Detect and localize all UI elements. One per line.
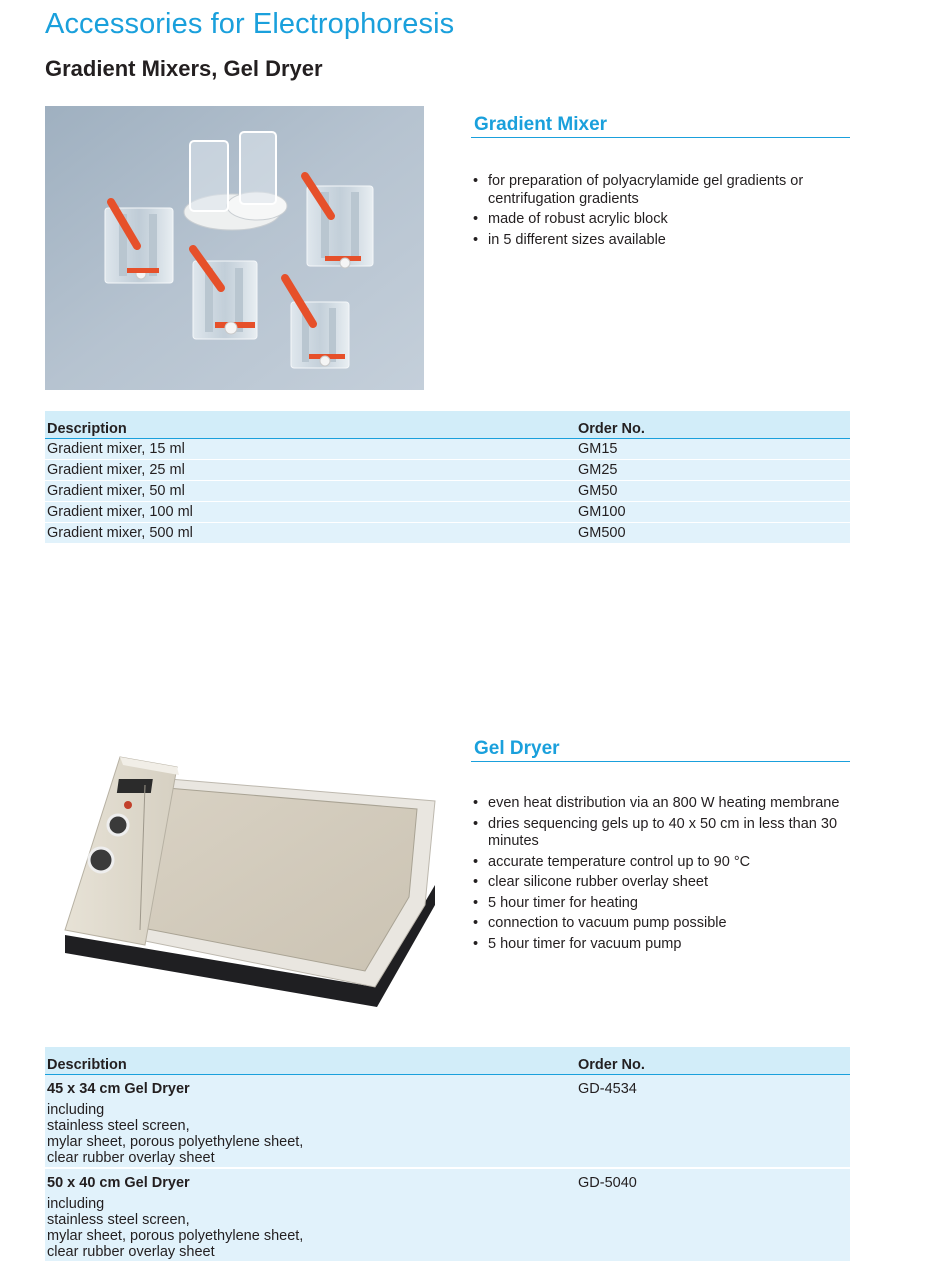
product-includes-cell xyxy=(45,1192,576,1261)
order-no-cell: GD-5040 xyxy=(576,1168,850,1192)
includes-line: mylar sheet, porous polyethylene sheet, xyxy=(47,1133,304,1150)
empty-cell xyxy=(576,1192,850,1261)
includes-line: stainless steel screen, xyxy=(47,1117,190,1134)
gel-dryer-photo xyxy=(45,735,445,1010)
product-includes-cell xyxy=(45,1098,576,1168)
gel-dryer-order-table xyxy=(45,1047,850,1261)
column-header-order-no: Order No. xyxy=(576,411,850,438)
order-no-cell: GM50 xyxy=(576,480,850,501)
table-row xyxy=(45,1074,850,1098)
gel-dryer-heading: Gel Dryer xyxy=(471,738,850,762)
includes-line: mylar sheet, porous polyethylene sheet, xyxy=(47,1227,304,1244)
includes-line: including xyxy=(47,1195,105,1212)
table-row xyxy=(45,459,850,480)
table-header-row xyxy=(45,1047,850,1074)
order-no-cell: GM15 xyxy=(576,438,850,459)
table-row xyxy=(45,438,850,459)
feature-item: • even heat distribution via an 800 W heating membrane xyxy=(471,795,841,813)
gradient-mixer-order-table xyxy=(45,411,850,544)
gradient-mixer-heading: Gradient Mixer xyxy=(471,114,850,138)
feature-item: • 5 hour timer for vacuum pump xyxy=(471,936,841,954)
table-row xyxy=(45,1192,850,1261)
table-row xyxy=(45,501,850,522)
includes-line: including xyxy=(47,1101,105,1118)
description-cell: Gradient mixer, 50 ml xyxy=(45,480,576,501)
feature-item: • in 5 different sizes available xyxy=(471,232,841,250)
feature-item: • for preparation of polyacrylamide gel gradients or centrifugation gradients xyxy=(471,173,841,208)
table-row xyxy=(45,1098,850,1168)
order-no-cell: GM25 xyxy=(576,459,850,480)
order-no-cell: GM500 xyxy=(576,522,850,543)
feature-item: • dries sequencing gels up to 40 x 50 cm in less than 30 minutes xyxy=(471,816,841,851)
empty-cell xyxy=(576,1098,850,1168)
order-no-cell: GM100 xyxy=(576,501,850,522)
includes-line: clear rubber overlay sheet xyxy=(47,1243,215,1260)
order-no-cell: GD-4534 xyxy=(576,1074,850,1098)
feature-item: • clear silicone rubber overlay sheet xyxy=(471,874,841,892)
table-row xyxy=(45,480,850,501)
gradient-mixer-photo xyxy=(45,106,424,390)
gradient-mixer-features xyxy=(471,173,841,252)
description-cell: Gradient mixer, 500 ml xyxy=(45,522,576,543)
page-subtitle: Gradient Mixers, Gel Dryer xyxy=(45,56,323,81)
product-name-cell: 45 x 34 cm Gel Dryer xyxy=(45,1074,576,1098)
gel-dryer-features xyxy=(471,795,841,956)
table-row xyxy=(45,522,850,543)
product-name-cell: 50 x 40 cm Gel Dryer xyxy=(45,1168,576,1192)
description-cell: Gradient mixer, 100 ml xyxy=(45,501,576,522)
page-title: Accessories for Electrophoresis xyxy=(45,8,455,40)
includes-line: clear rubber overlay sheet xyxy=(47,1149,215,1166)
column-header-order-no: Order No. xyxy=(576,1047,850,1074)
description-cell: Gradient mixer, 25 ml xyxy=(45,459,576,480)
table-row xyxy=(45,1168,850,1192)
feature-item: • connection to vacuum pump possible xyxy=(471,915,841,933)
feature-item: • 5 hour timer for heating xyxy=(471,895,841,913)
column-header-description: Describtion xyxy=(45,1047,576,1074)
feature-item: • accurate temperature control up to 90 °C xyxy=(471,854,841,872)
description-cell: Gradient mixer, 15 ml xyxy=(45,438,576,459)
feature-item: • made of robust acrylic block xyxy=(471,211,841,229)
table-header-row xyxy=(45,411,850,438)
includes-line: stainless steel screen, xyxy=(47,1211,190,1228)
column-header-description: Description xyxy=(45,411,576,438)
